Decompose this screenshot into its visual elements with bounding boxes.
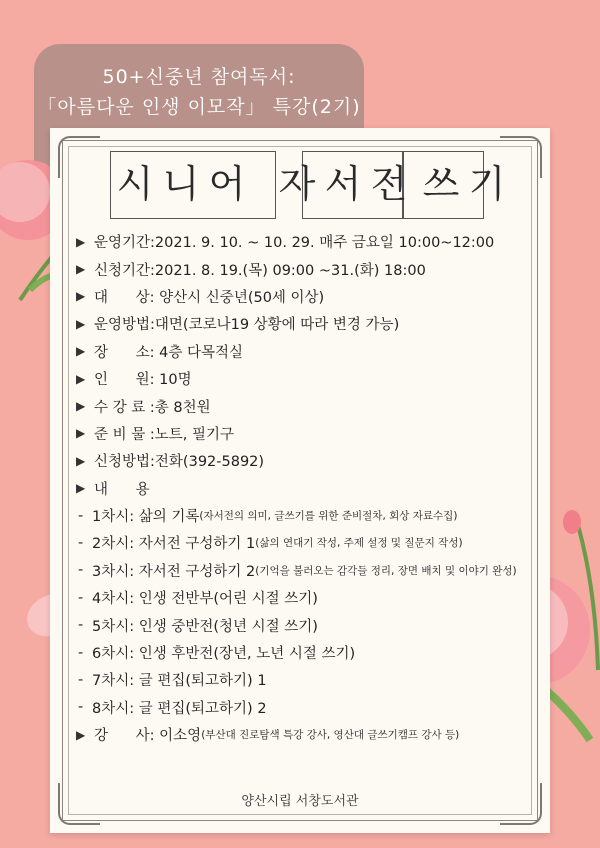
list-item: ▶ 신청방법: 전화(392-5892) [76,453,265,471]
title-char: 기 [468,162,506,206]
list-item: ▶ 내 용 [76,481,150,498]
list-item: ▶ 운영방법: 대면(코로나19 상황에 따라 변경 가능) [76,316,400,334]
header-line-2: 「아름다운 인생 이모작」 특강(2기) [37,96,361,118]
bullet-arrow-icon: ▶ [76,727,86,742]
session-item: - 5차시: 인생 중반전(청년 시절 쓰기) [78,617,318,635]
title-char: 자 [278,162,316,206]
bullet-arrow-icon: ▶ [76,481,86,496]
poster-card [50,128,550,833]
title-char: 서 [324,162,362,206]
list-item: ▶ 인 원: 10명 [76,371,192,389]
bullet-arrow-icon: ▶ [76,371,86,386]
title-char: 시 [116,162,154,206]
list-item: ▶ 대 상: 양산시 신중년(50세 이상) [76,289,325,306]
session-item: - 6차시: 인생 후반전(장년, 노년 시절 쓰기) [78,644,356,663]
session-item: - 7차시: 글 편집(퇴고하기) 1 [78,671,267,690]
bullet-arrow-icon: ▶ [76,426,86,441]
bullet-arrow-icon: ▶ [76,399,86,414]
bullet-arrow-icon: ▶ [76,316,86,331]
header-line-1: 50+신중년 참여독서: [102,66,296,88]
bullet-arrow-icon: ▶ [76,344,86,359]
session-item: - 8차시: 글 편집(퇴고하기) 2 [78,699,267,717]
list-item: ▶ 준 비 물 : 노트, 필기구 [76,426,234,443]
bullet-arrow-icon: ▶ [76,234,86,249]
title-char: 니 [162,162,200,206]
list-item: ▶ 장 소: 4층 다목적실 [76,344,244,361]
bullet-arrow-icon: ▶ [76,262,86,277]
footer-organizer: 양산시립 서창도서관 [241,794,359,809]
list-item: ▶ 수 강 료 : 총 8천원 [76,399,211,416]
session-item: - 4차시: 인생 전반부(어린 시절 쓰기) [78,589,318,608]
page-title [112,152,510,216]
list-item: ▶ 신청기간: 2021. 8. 19.(목) 09:00 ~31.(화) 18:00 [76,262,426,279]
session-item: - 3차시: 자서전 구성하기 2 (기억을 불러오는 감각들 정리, 장면 배치 및 이야기 완성) [78,562,517,580]
title-char: 전 [370,162,408,206]
title-char: 쓰 [422,162,460,206]
bullet-arrow-icon: ▶ [76,289,86,304]
list-item: ▶ 운영기간: 2021. 9. 10. ~ 10. 29. 매주 금요일 10:00~12:00 [76,234,495,252]
session-item: - 2차시: 자서전 구성하기 1 (삶의 연대기 작성, 주제 설정 및 질문지 작성) [78,534,463,553]
instructor-item: ▶ 강 사: 이소영 (부산대 진로탐색 특강 강사, 영산대 글쓰기캠프 강사 등) [76,727,460,745]
session-item: - 1차시: 삶의 기록 (자서전의 의미, 글쓰기를 위한 준비절차, 회상 자료수집) [78,507,458,526]
bullet-arrow-icon: ▶ [76,453,86,468]
corner-ornament-icon [58,136,100,178]
info-list [76,228,546,748]
title-char: 어 [208,162,246,206]
